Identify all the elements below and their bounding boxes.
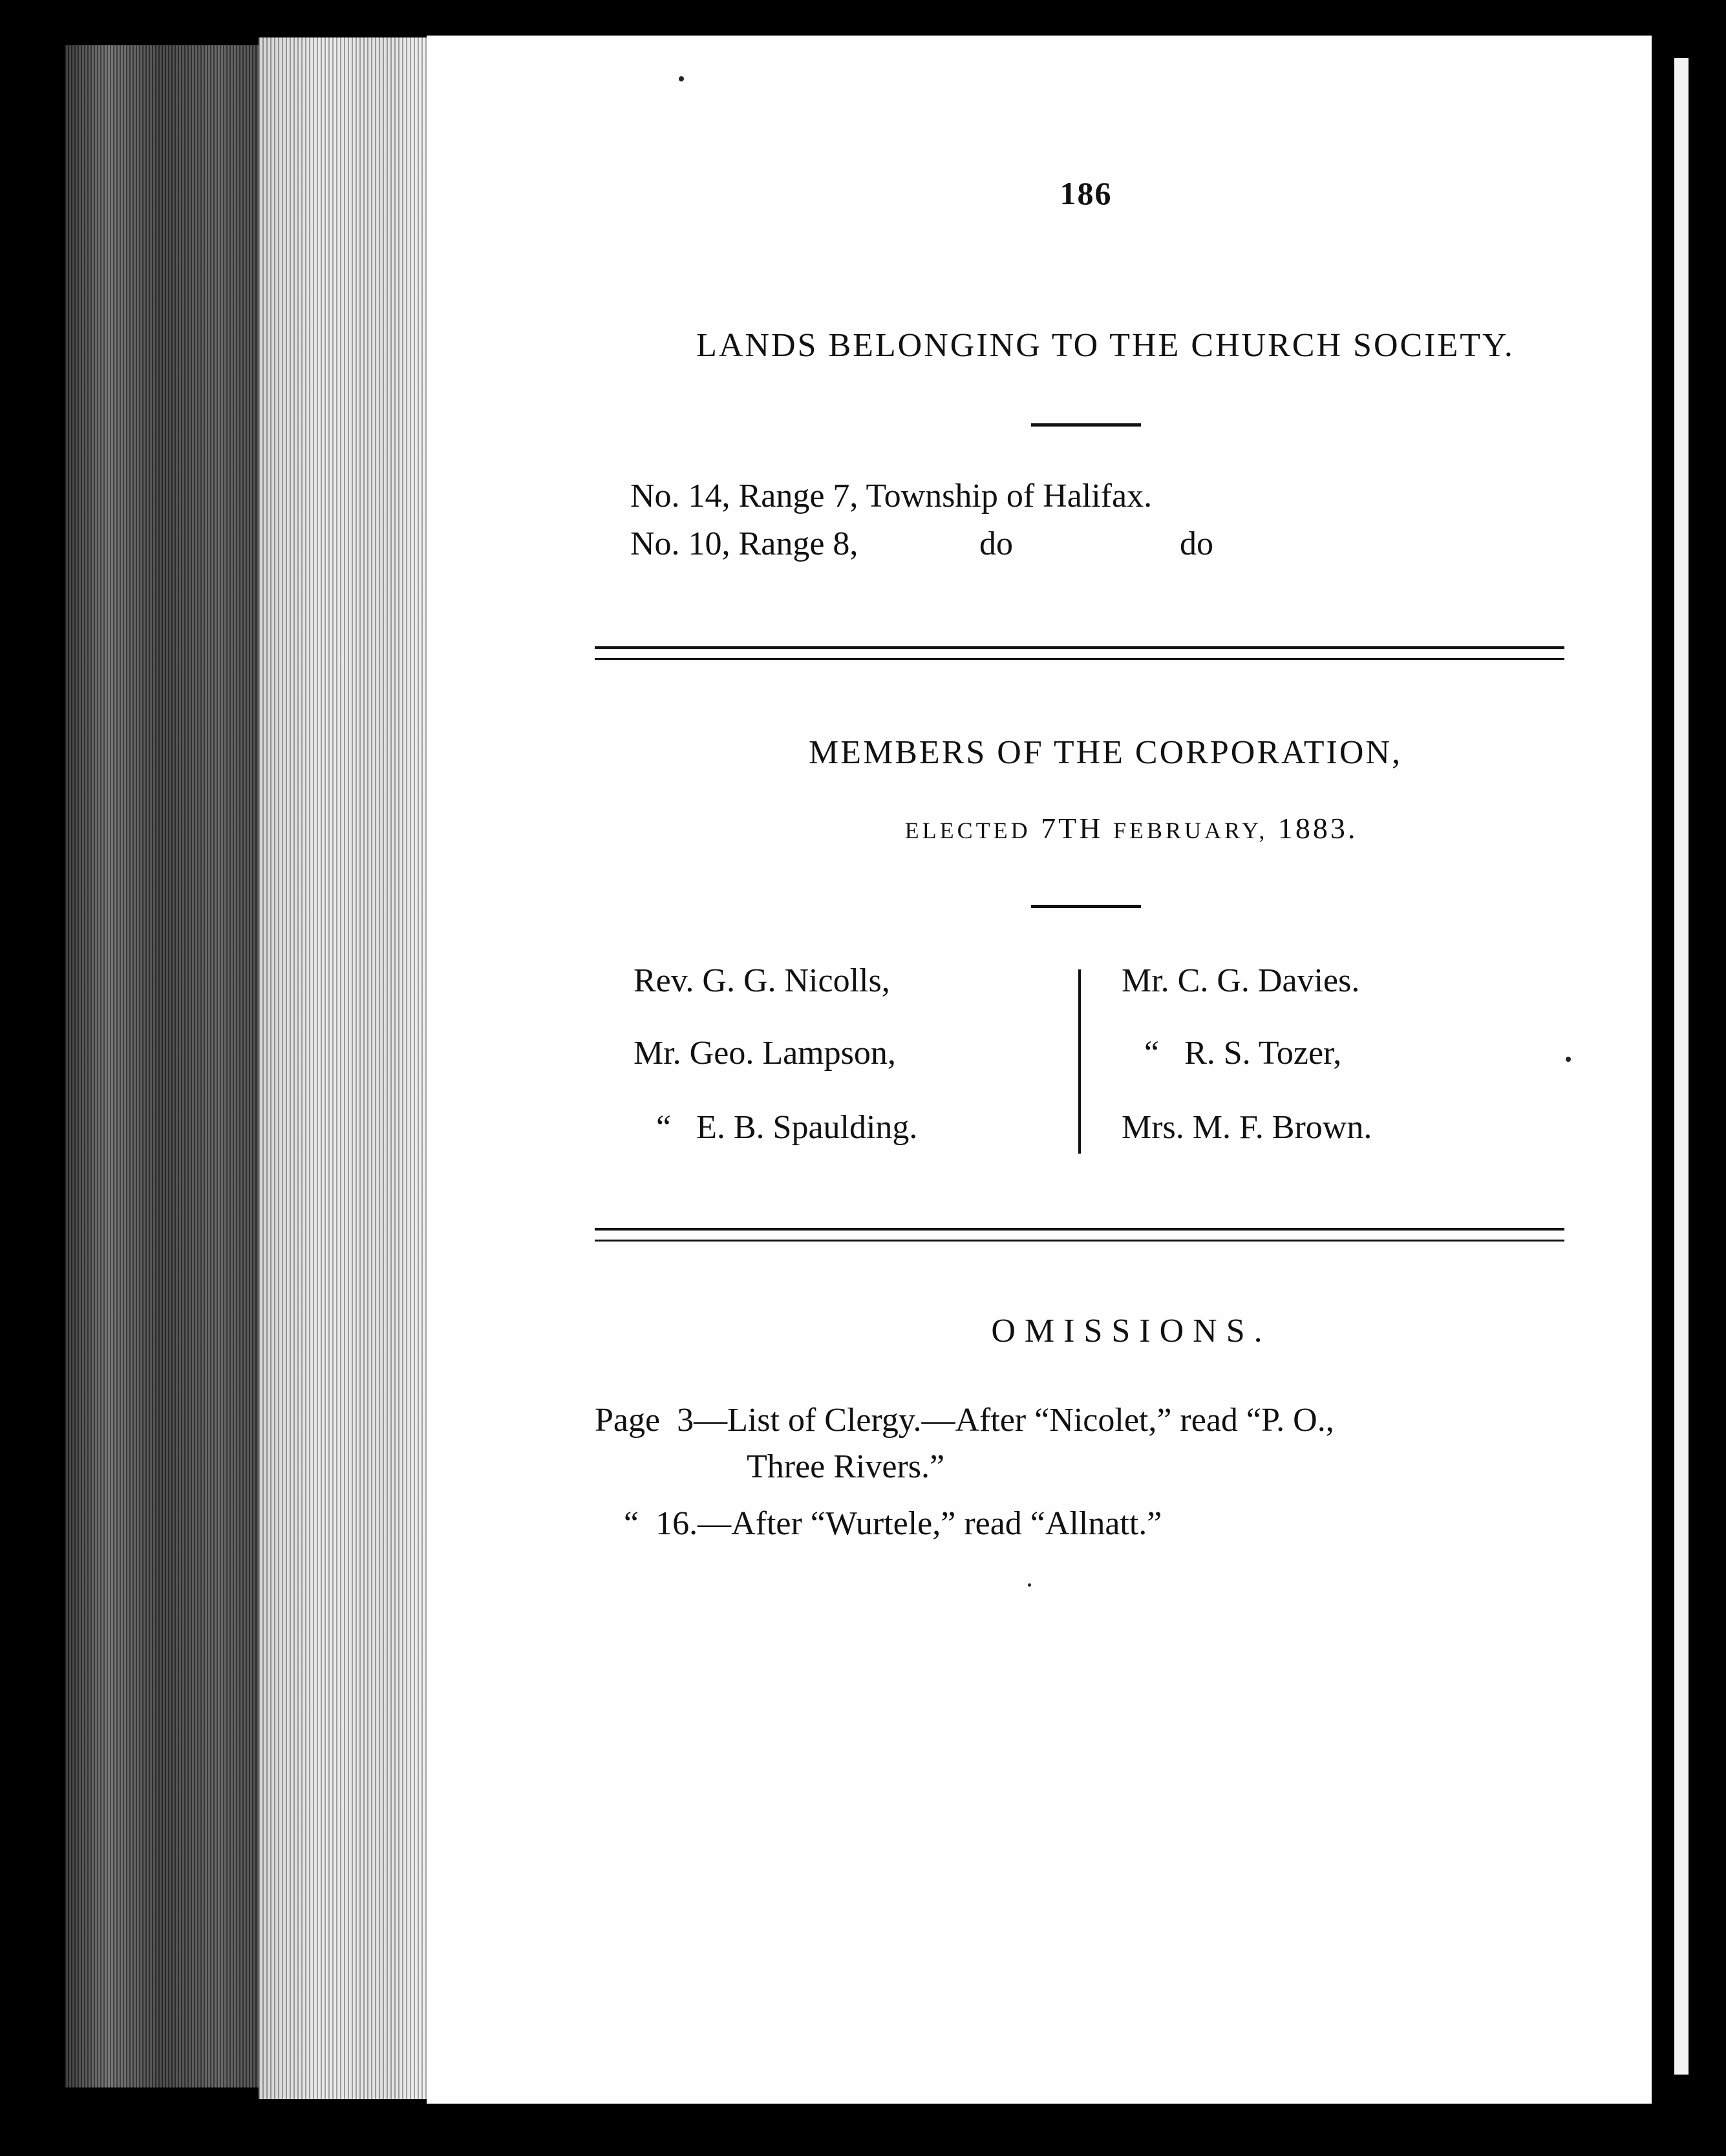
member-right-1: Mr. C. G. Davies. xyxy=(1122,962,1360,999)
elected-day: 7TH xyxy=(1041,812,1103,845)
facing-page-edge xyxy=(1674,58,1689,2075)
member-right-3: Mrs. M. F. Brown. xyxy=(1122,1109,1372,1146)
omission-line-3: “ 16.—After “Wurtele,” read “Allnatt.” xyxy=(624,1505,1162,1542)
lands-line-1: No. 14, Range 7, Township of Halifax. xyxy=(630,478,1153,514)
omission-line-1: Page 3—List of Clergy.—After “Nicolet,” read “P. O., xyxy=(595,1402,1334,1439)
lands-line-2: No. 10, Range 8, xyxy=(630,525,858,562)
book-spine-edge xyxy=(65,45,284,2087)
member-right-2: “ R. S. Tozer, xyxy=(1144,1035,1342,1072)
omissions-heading: OMISSIONS. xyxy=(991,1313,1272,1349)
column-divider xyxy=(1078,969,1081,1154)
member-left-3: “ E. B. Spaulding. xyxy=(656,1109,918,1146)
page-edges xyxy=(259,37,436,2099)
page-number: 186 xyxy=(1060,175,1113,211)
elected-year: 1883. xyxy=(1277,812,1358,845)
short-rule xyxy=(1031,423,1141,427)
double-rule xyxy=(595,646,1564,660)
elected-prefix: ELECTED xyxy=(904,818,1031,843)
member-left-1: Rev. G. G. Nicolls, xyxy=(634,962,890,999)
scan-border xyxy=(1652,0,1726,2156)
ink-speck xyxy=(1028,1583,1031,1587)
omission-line-2: Three Rivers.” xyxy=(747,1448,945,1485)
elected-month: FEBRUARY, xyxy=(1113,818,1268,843)
member-left-2: Mr. Geo. Lampson, xyxy=(634,1035,896,1072)
ink-speck xyxy=(1566,1057,1571,1062)
elected-date-line xyxy=(646,811,1616,845)
lands-ditto-township: do xyxy=(979,525,1013,562)
lands-ditto-halifax: do xyxy=(1180,525,1213,562)
lands-heading: LANDS BELONGING TO THE CHURCH SOCIETY. xyxy=(696,327,1515,364)
members-heading: MEMBERS OF THE CORPORATION, xyxy=(809,734,1402,771)
short-rule xyxy=(1031,905,1141,908)
ink-speck xyxy=(679,76,684,81)
double-rule xyxy=(595,1228,1564,1242)
